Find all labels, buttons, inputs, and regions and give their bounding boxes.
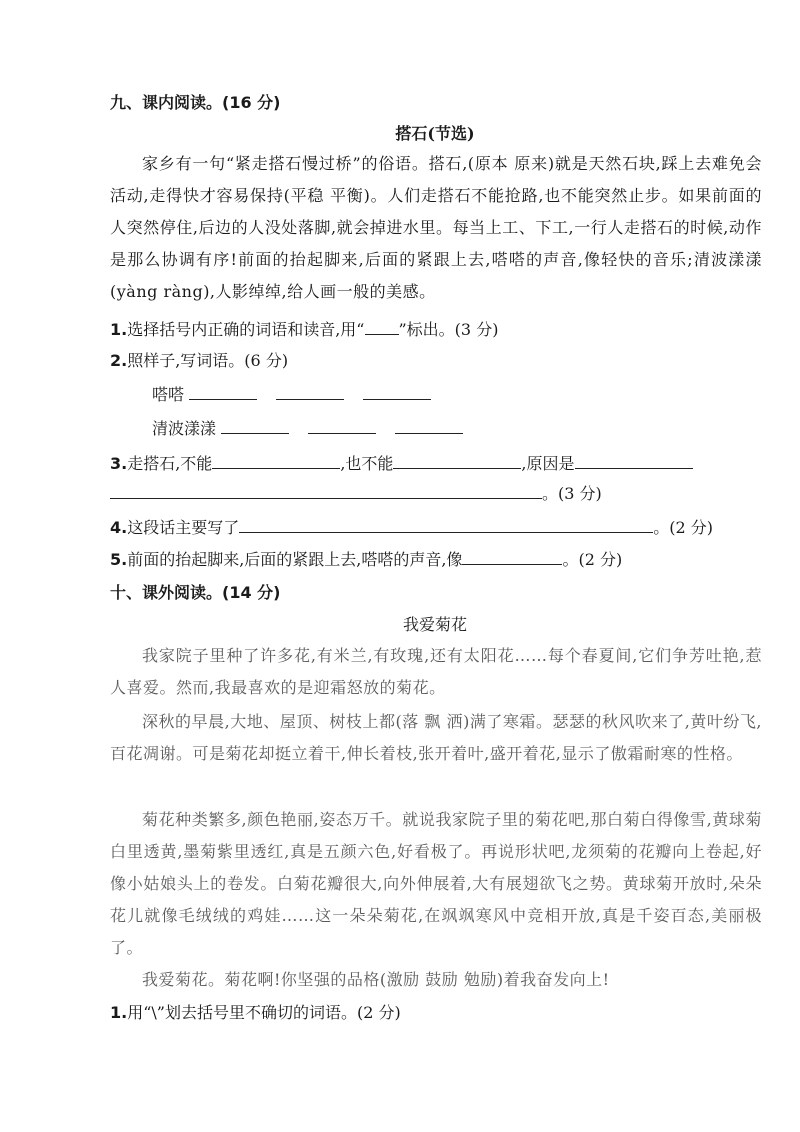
passage-paragraph-3: 菊花种类繁多,颜色艳丽,姿态万千。就说我家院子里的菊花吧,那白菊白得像雪,黄球菊白里透黄,墨菊紫里透红,真是五颜六色,好看极了。再说形状吧,龙须菊的花瓣向上卷起,好像小姑娘头上的卷发。白菊花瓣很大,向外伸展着,大有展翅欲飞之势。黄球菊开放时,朵朵花儿就像毛绒绒的鸡娃……这一朵朵菊花,在飒飒寒风中竞相开放,真是千姿百态,美丽极了。: [110, 810, 762, 957]
answer-blank[interactable]: [363, 385, 431, 400]
section-10-heading: 十、课外阅读。(14 分): [110, 583, 281, 602]
answer-blank[interactable]: [110, 484, 542, 499]
question-text: ,原因是: [521, 454, 575, 473]
example-row-2: [152, 418, 463, 440]
answer-blank[interactable]: [276, 385, 344, 400]
passage-paragraph-4: 我爱菊花。菊花啊!你坚强的品格(激励 鼓励 勉励)着我奋发向上!: [142, 970, 610, 989]
question-text: 用“\”划去括号里不确切的词语。(2 分): [127, 1003, 401, 1022]
question-text: ”标出。(3 分): [398, 320, 499, 339]
passage-dashi: 家乡有一句“紧走搭石慢过桥”的俗语。搭石,(原本 原来)就是天然石块,踩上去难免会活动,走得快才容易保持(平稳 平衡)。人们走搭石不能抢路,也不能突然止步。如果前面的人突然停住,后边的人没处落脚,就会掉进水里。每当上工、下工,一行人走搭石的时候,动作是那么协调有序!前面的抬起脚来,后面的紧跟上去,嗒嗒的声音,像轻快的音乐;清波漾漾(yàng ràng),人影绰绰,给人画一般的美感。: [110, 154, 762, 301]
question-text: 照样子,写词语。(6 分): [127, 351, 289, 370]
answer-blank[interactable]: [395, 419, 463, 434]
answer-blank[interactable]: [393, 454, 521, 469]
question-number: 2.: [110, 351, 128, 370]
answer-blank[interactable]: [308, 419, 376, 434]
passage-paragraph-2: 深秋的早晨,大地、屋顶、树枝上都(落 飘 洒)满了寒霜。瑟瑟的秋风吹来了,黄叶纷飞,百花凋谢。可是菊花却挺立着干,伸长着枝,张开着叶,盛开着花,显示了傲霜耐寒的性格。: [110, 712, 762, 763]
question-number: 5.: [110, 550, 128, 569]
question-number: 1.: [110, 1003, 128, 1022]
example-row-1: [152, 384, 431, 406]
question-text: ,也不能: [340, 454, 394, 473]
question-9-3-continued: [110, 483, 602, 505]
underline-sample: [365, 320, 399, 335]
question-9-4: [110, 517, 713, 539]
question-9-3: [110, 453, 693, 475]
question-text: 这段话主要写了: [127, 518, 240, 537]
question-text: 走搭石,不能: [127, 454, 213, 473]
question-9-2: [110, 350, 288, 372]
question-text: 。(2 分): [562, 550, 623, 569]
passage-title-juhua: 我爱菊花: [402, 615, 467, 634]
answer-blank[interactable]: [221, 419, 289, 434]
question-text: 。(2 分): [653, 518, 713, 537]
question-9-1: [110, 319, 498, 341]
question-text: 选择括号内正确的词语和读音,用“: [127, 320, 365, 339]
answer-blank[interactable]: [189, 385, 257, 400]
answer-blank[interactable]: [462, 550, 562, 565]
question-9-5: [110, 549, 622, 571]
passage-title-dashi: 搭石(节选): [395, 124, 475, 143]
question-number: 3.: [110, 454, 128, 473]
example-word: 嗒嗒: [152, 385, 185, 404]
answer-blank[interactable]: [239, 518, 653, 533]
passage-paragraph-1: 我家院子里种了许多花,有米兰,有玫瑰,还有太阳花……每个春夏间,它们争芳吐艳,惹人喜爱。然而,我最喜欢的是迎霜怒放的菊花。: [110, 646, 762, 697]
question-text: 。(3 分): [542, 484, 602, 503]
question-10-1: [110, 1002, 401, 1024]
answer-blank[interactable]: [575, 454, 693, 469]
example-word: 清波漾漾: [152, 419, 217, 438]
question-text: 前面的抬起脚来,后面的紧跟上去,嗒嗒的声音,像: [127, 550, 463, 569]
question-number: 4.: [110, 518, 128, 537]
question-number: 1.: [110, 320, 128, 339]
section-9-heading: 九、课内阅读。(16 分): [110, 93, 281, 112]
answer-blank[interactable]: [212, 454, 340, 469]
